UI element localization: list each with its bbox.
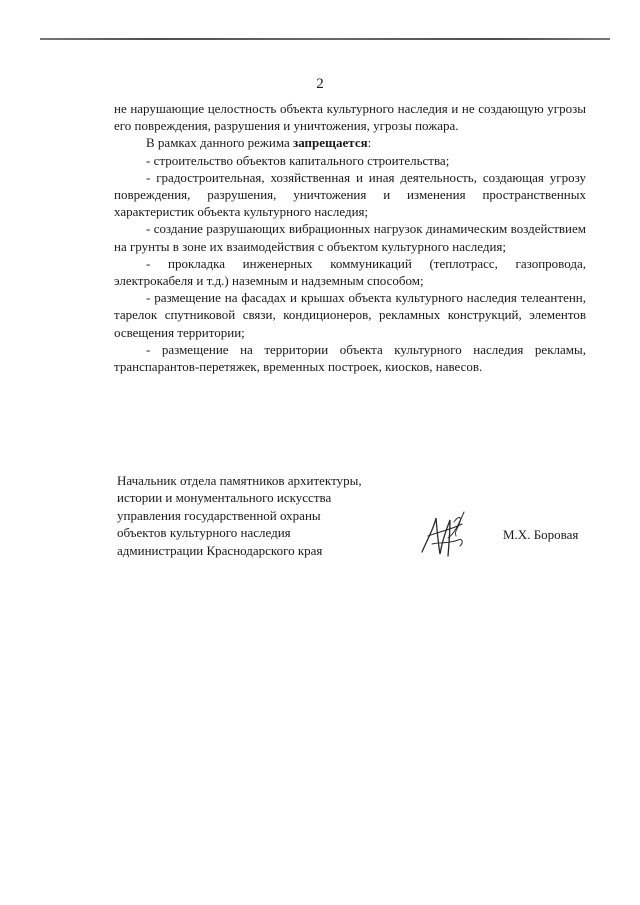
regime-intro-text: В рамках данного режима: [146, 135, 293, 151]
signatory-title-block: [117, 472, 387, 559]
signer-name: М.Х. Боровая: [503, 527, 579, 542]
prohibition-item: - строительство объектов капитального строительства;: [146, 152, 450, 168]
prohibited-emphasis: запрещается: [292, 135, 368, 151]
prohibition-item: - размещение на территории объекта культурного наследия рекламы, транспарантов-перетяжек, временных построек, киосков, навесов.: [114, 341, 586, 375]
prohibition-item: - градостроительная, хозяйственная и иная деятельность, создающая угрозу повреждения, разрушения, уничтожения и изменения пространственных характеристик объекта культурного наследия;: [114, 169, 586, 220]
paragraph-continuation: не нарушающие целостность объекта культурного наследия и не создающую угрозы его повреждения, разрушения и уничтожения, угрозы пожара.: [114, 101, 586, 134]
signatory-title-line: Начальник отдела памятников архитектуры,: [117, 473, 362, 488]
signatory-title-line: администрации Краснодарского края: [117, 542, 323, 558]
paragraph-regime-intro: [114, 134, 586, 151]
regime-intro-colon: :: [367, 135, 372, 151]
prohibition-item: - прокладка инженерных коммуникаций (теплотрасс, газопровода, электрокабеля и т.д.) наземным и надземным способом;: [114, 255, 586, 289]
prohibition-item: - размещение на фасадах и крышах объекта культурного наследия телеантенн, тарелок спутниковой связи, кондиционеров, рекламных конструкций, элементов освещения территории;: [114, 290, 586, 340]
signatory-title-line: истории и монументального искусства: [117, 490, 332, 506]
handwritten-signature-icon: [418, 508, 470, 560]
signatory-title-line: объектов культурного наследия: [117, 525, 291, 541]
page-number: 2: [316, 76, 324, 92]
prohibition-item: - создание разрушающих вибрационных нагрузок динамическим воздействием на грунты в зоне их взаимодействия с объектом культурного наследия;: [114, 221, 586, 254]
scan-edge-line: [40, 38, 610, 40]
signatory-title-line: управления государственной охраны: [117, 507, 321, 523]
document-body: [114, 100, 586, 375]
